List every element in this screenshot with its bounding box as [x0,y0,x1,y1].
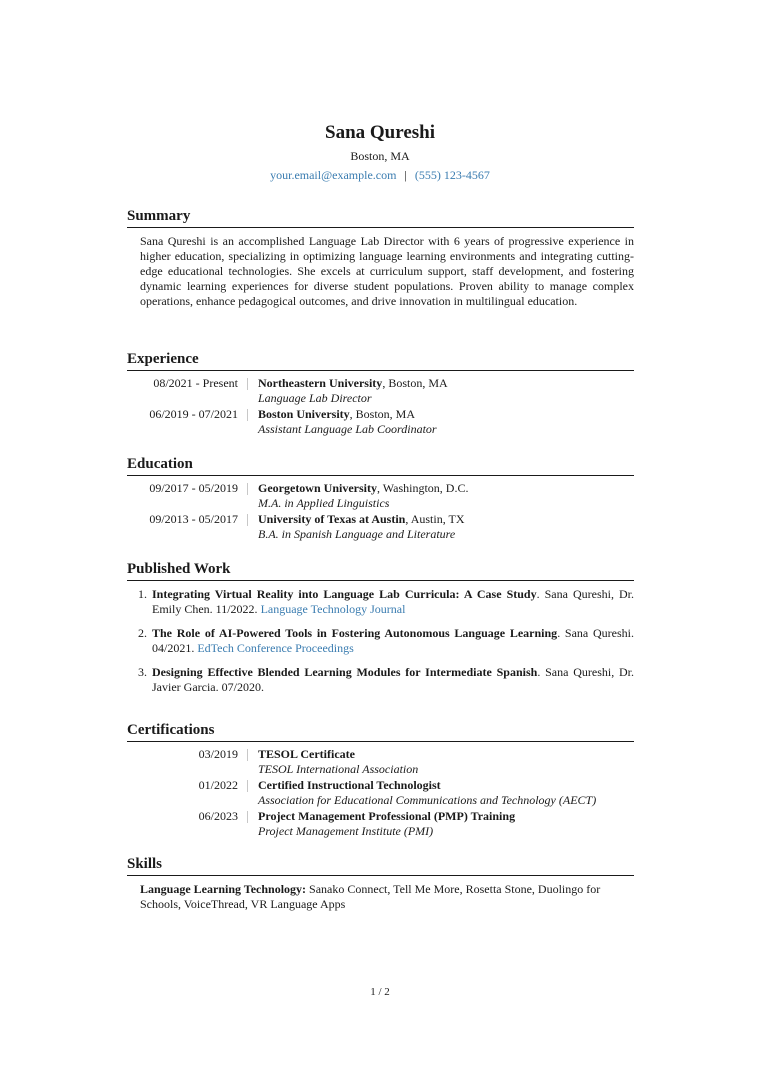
entry-date: 06/2019 - 07/2021 [149,407,238,421]
certification-name: TESOL Certificate [258,747,355,761]
entry-date: 09/2013 - 05/2017 [149,512,238,526]
contact-line [0,168,760,183]
entry-divider [247,749,248,761]
section-title-published: Published Work [127,561,634,581]
publication-title: Designing Effective Blended Learning Modules for Intermediate Spanish [152,665,538,679]
experience-section [127,351,634,438]
entry-date: 03/2019 [198,747,238,761]
publication-title: Integrating Virtual Reality into Language Lab Curricula: A Case Study [152,587,537,601]
skills-text [140,882,634,912]
entry-divider [247,780,248,792]
entry-divider [247,409,248,421]
entry-role: Assistant Language Lab Coordinator [258,422,437,436]
entry-org: Northeastern University [258,376,383,390]
certification-entry [127,778,634,809]
certifications-section [127,722,634,840]
entry-divider [247,378,248,390]
education-section [127,456,634,543]
candidate-location: Boston, MA [350,149,410,163]
certification-entry [127,809,634,840]
publication-item [127,587,634,617]
skills-section [127,856,634,912]
entry-date: 01/2022 [198,778,238,792]
section-title-experience: Experience [127,351,634,371]
certification-name: Project Management Professional (PMP) Training [258,809,516,823]
publication-number: 3. [138,665,147,679]
skill-list: Sanako Connect, Tell Me More, Rosetta Stone, Duolingo for Schools, VoiceThread, VR Language Apps [140,882,601,911]
publication-venue-link[interactable]: Language Technology Journal [260,602,406,616]
entry-place: , Boston, MA [349,407,416,421]
publication-details: . Sana Qureshi, Dr. Javier Garcia. 07/2020. [152,665,634,694]
publication-title: The Role of AI-Powered Tools in Fostering Autonomous Language Learning [152,626,558,640]
publication-venue-link[interactable]: EdTech Conference Proceedings [197,641,354,655]
entry-org: Boston University [258,407,350,421]
entry-place: , Austin, TX [405,512,465,526]
page-number: 1 / 2 [370,986,390,998]
certification-entry [127,747,634,778]
published-section [127,561,634,704]
certification-issuer: TESOL International Association [258,762,419,776]
phone-link[interactable]: (555) 123-4567 [414,168,490,182]
certification-issuer: Project Management Institute (PMI) [258,824,434,838]
entry-place: , Washington, D.C. [376,481,469,495]
publication-number: 1. [138,587,147,601]
entry-date: 06/2023 [198,809,238,823]
publication-details: . Sana Qureshi, Dr. Emily Chen. 11/2022. [152,587,634,616]
summary-text: Sana Qureshi is an accomplished Language Lab Director with 6 years of progressive experience in higher education, specializing in optimizing language learning environments and integrating cutting-edge educational technologies. She excels at curriculum support, staff development, and fostering dynamic learning experiences for diverse student populations. Proven ability to manage complex operations, enhance pedagogical outcomes, and drive innovation in multilingual education. [140,234,634,308]
entry-divider [247,811,248,823]
candidate-name: Sana Qureshi [325,122,435,143]
publication-number: 2. [138,626,147,640]
entry-place: , Boston, MA [382,376,448,390]
section-title-certifications: Certifications [127,722,634,742]
entry-org: Georgetown University [258,481,377,495]
email-link[interactable]: your.email@example.com [270,168,397,182]
education-entry [127,512,634,543]
entry-date: 09/2017 - 05/2019 [149,481,238,495]
publication-list [127,587,634,695]
section-title-education: Education [127,456,634,476]
experience-entry [127,407,634,438]
publication-details: . Sana Qureshi. 04/2021. [152,626,634,655]
skill-category: Language Learning Technology: [140,882,307,896]
entry-date: 08/2021 - Present [153,376,238,390]
summary-section [127,208,634,309]
certification-issuer: Association for Educational Communications and Technology (AECT) [258,793,597,807]
entry-divider [247,514,248,526]
section-title-skills: Skills [127,856,634,876]
section-title-summary: Summary [127,208,634,228]
publication-item [127,626,634,656]
education-entry [127,481,634,512]
entry-degree: B.A. in Spanish Language and Literature [258,527,456,541]
experience-entry [127,376,634,407]
contact-separator: | [404,168,407,182]
publication-item [127,665,634,695]
entry-org: University of Texas at Austin [258,512,406,526]
entry-degree: M.A. in Applied Linguistics [258,496,390,510]
entry-role: Language Lab Director [258,391,372,405]
certification-name: Certified Instructional Technologist [258,778,441,792]
entry-divider [247,483,248,495]
